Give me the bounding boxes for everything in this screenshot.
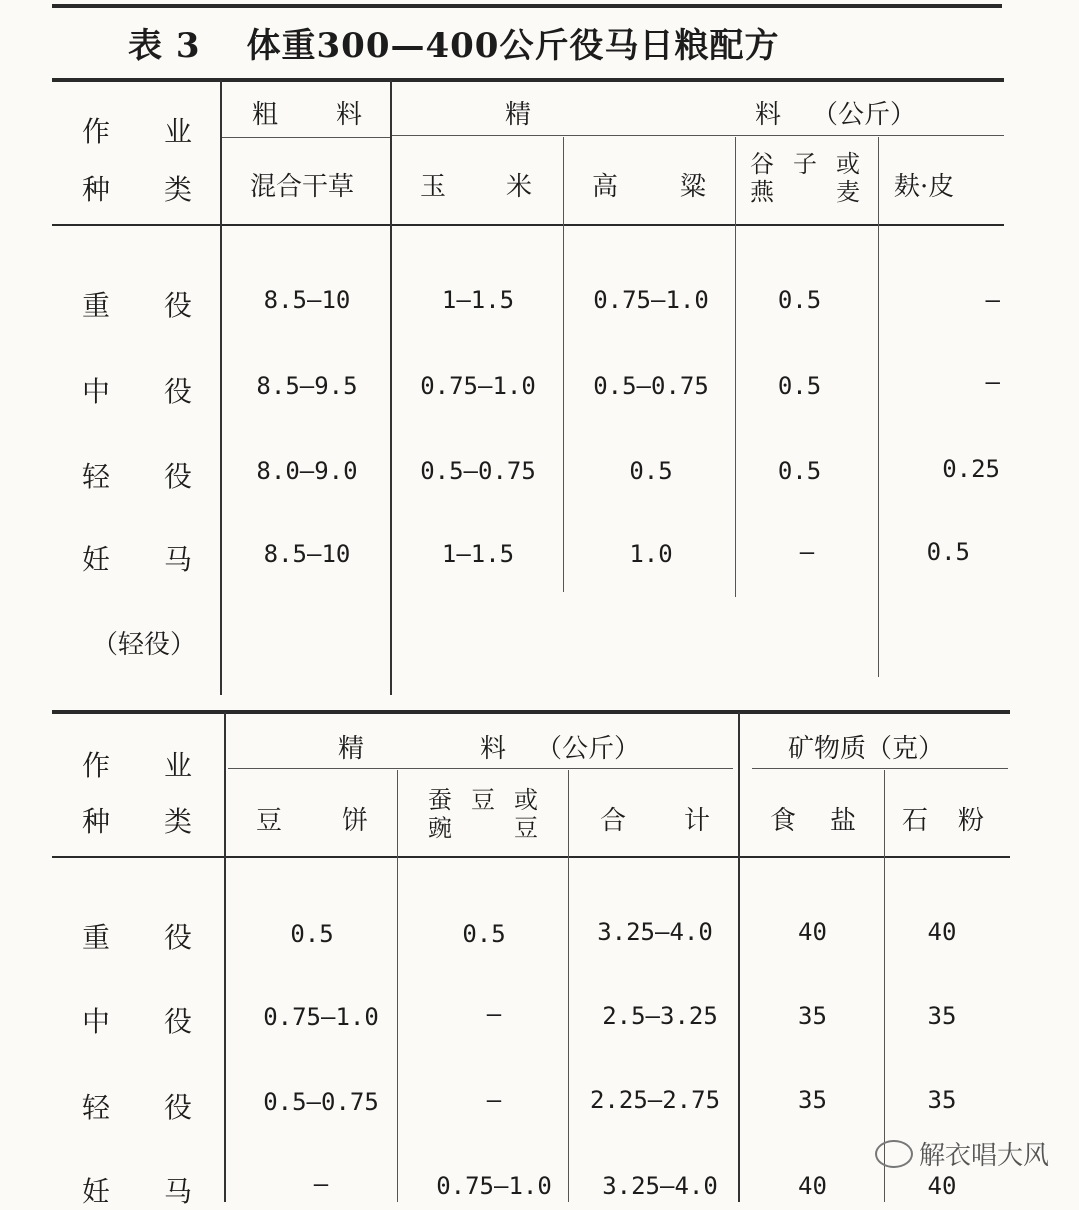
cell-salt: 35 — [798, 1086, 827, 1114]
cell-salt: 35 — [798, 1002, 827, 1030]
cell-stone: 35 — [927, 1086, 957, 1114]
cell-bean: 0.5 — [462, 920, 506, 948]
cell-total: 2.25—2.75 — [589, 1086, 721, 1114]
cell-cake: 0.5—0.75 — [263, 1088, 379, 1116]
table1-vline-5 — [878, 137, 879, 677]
cell-sorghum: 1.0 — [629, 540, 673, 568]
cell-bean: 0.75—1.0 — [436, 1172, 552, 1200]
t2-col-total: 合 计 — [600, 806, 710, 836]
cell-sorghum: 0.5—0.75 — [593, 372, 709, 400]
cell-cake: 0.75—1.0 — [263, 1003, 379, 1031]
t1-header-task-line1: 作 业 — [82, 115, 192, 148]
row-label: 中 役 — [82, 1005, 192, 1038]
cell-millet: 0.5 — [777, 457, 822, 485]
cell-cake: 0.5 — [290, 920, 334, 948]
cell-total: 2.5—3.25 — [602, 1002, 718, 1030]
t2-col-salt: 食 盐 — [770, 806, 856, 836]
cell-corn: 1—1.5 — [441, 286, 515, 314]
watermark — [875, 1135, 1049, 1172]
cell-salt: 40 — [798, 1172, 827, 1200]
cell-millet: 0.5 — [777, 372, 822, 400]
t1-header-rough: 粗 料 — [252, 100, 362, 130]
cell-sorghum: 0.5 — [629, 457, 673, 485]
t2-header-task-line1: 作 业 — [82, 749, 192, 782]
row-label: 妊 马 — [82, 1175, 192, 1208]
cell-hay: 8.5—9.5 — [256, 372, 358, 400]
t2-header-concentrate-unit: （公斤） — [536, 734, 641, 764]
row-label: 重 役 — [82, 921, 192, 954]
t1-col-sorghum: 高 粱 — [592, 172, 706, 202]
table-title — [128, 18, 779, 67]
cell-sorghum: 0.75—1.0 — [593, 286, 709, 314]
cell-millet: — — [799, 538, 815, 566]
table1-rough-subrule — [222, 137, 390, 138]
cell-bran: 0.5 — [926, 538, 970, 566]
t2-header-task-line2: 种 类 — [82, 805, 192, 838]
table-title-text: 体重300—400公斤役马日粮配方 — [246, 26, 780, 66]
cell-hay: 8.5—10 — [263, 540, 351, 568]
t1-header-task-line2: 种 类 — [82, 173, 192, 206]
table1-top-rule — [52, 78, 1004, 82]
t1-col-hay: 混合干草 — [250, 172, 355, 202]
cell-millet: 0.5 — [777, 286, 822, 314]
cell-corn: 0.5—0.75 — [420, 457, 536, 485]
cell-cake: — — [313, 1170, 329, 1198]
table1-vline-3 — [563, 137, 564, 592]
t1-col-bran: 麸·皮 — [894, 172, 955, 202]
row-label: 中 役 — [82, 375, 192, 408]
t2-header-mineral: 矿物质（克） — [788, 734, 945, 764]
cell-hay: 8.0—9.0 — [256, 457, 358, 485]
cell-bran: — — [985, 368, 1000, 396]
table2-header-rule — [52, 856, 1010, 858]
wechat-icon — [875, 1140, 913, 1168]
table2-concentrate-subrule — [228, 768, 733, 769]
cell-stone: 35 — [927, 1002, 957, 1030]
t2-header-concentrate-1: 精 — [338, 734, 365, 764]
t2-col-bean: 蚕 豆 或 豌 豆 — [428, 786, 538, 842]
cell-salt: 40 — [798, 918, 827, 946]
cell-corn: 0.75—1.0 — [420, 372, 536, 400]
cell-total: 3.25—4.0 — [602, 1172, 718, 1200]
t1-header-concentrate-2: 料 — [755, 100, 782, 130]
cell-stone: 40 — [927, 1172, 957, 1200]
cell-hay: 8.5—10 — [263, 286, 351, 314]
t1-header-concentrate-unit: （公斤） — [812, 100, 917, 130]
table2-vline-3 — [568, 770, 569, 1202]
row-label: 轻 役 — [82, 1091, 192, 1124]
row-label: 重 役 — [82, 289, 192, 322]
t1-note-light-work: （轻役） — [92, 630, 197, 660]
table2-vline-4 — [738, 712, 740, 1202]
t1-col-millet: 谷 子 或 燕 麦 — [750, 150, 860, 206]
t2-header-concentrate-2: 料 — [480, 734, 507, 764]
t2-col-stone: 石 粉 — [902, 806, 984, 836]
table2-vline-1 — [224, 712, 226, 1202]
cell-bran: 0.25 — [942, 455, 1000, 483]
cell-bean: — — [486, 1086, 502, 1114]
t1-col-corn: 玉 米 — [420, 172, 532, 202]
cell-corn: 1—1.5 — [441, 540, 515, 568]
table2-vline-2 — [397, 770, 398, 1202]
table2-mineral-subrule — [752, 768, 1008, 769]
cell-bean: — — [486, 1000, 502, 1028]
table1-header-rule — [52, 224, 1004, 226]
top-rule — [52, 4, 1002, 8]
table2-top-rule — [52, 710, 1010, 714]
table-number: 表 3 — [128, 26, 201, 66]
t2-col-cake: 豆 饼 — [256, 806, 368, 836]
t1-header-concentrate-1: 精 — [505, 100, 532, 130]
row-label: 轻 役 — [82, 460, 192, 493]
watermark-text: 解衣唱大风 — [918, 1141, 1049, 1171]
cell-stone: 40 — [927, 918, 957, 946]
table1-vline-4 — [735, 137, 736, 597]
cell-bran: — — [985, 286, 1000, 314]
table1-concentrate-subrule — [392, 135, 1004, 136]
row-label: 妊 马 — [82, 543, 192, 576]
cell-total: 3.25—4.0 — [597, 918, 713, 946]
